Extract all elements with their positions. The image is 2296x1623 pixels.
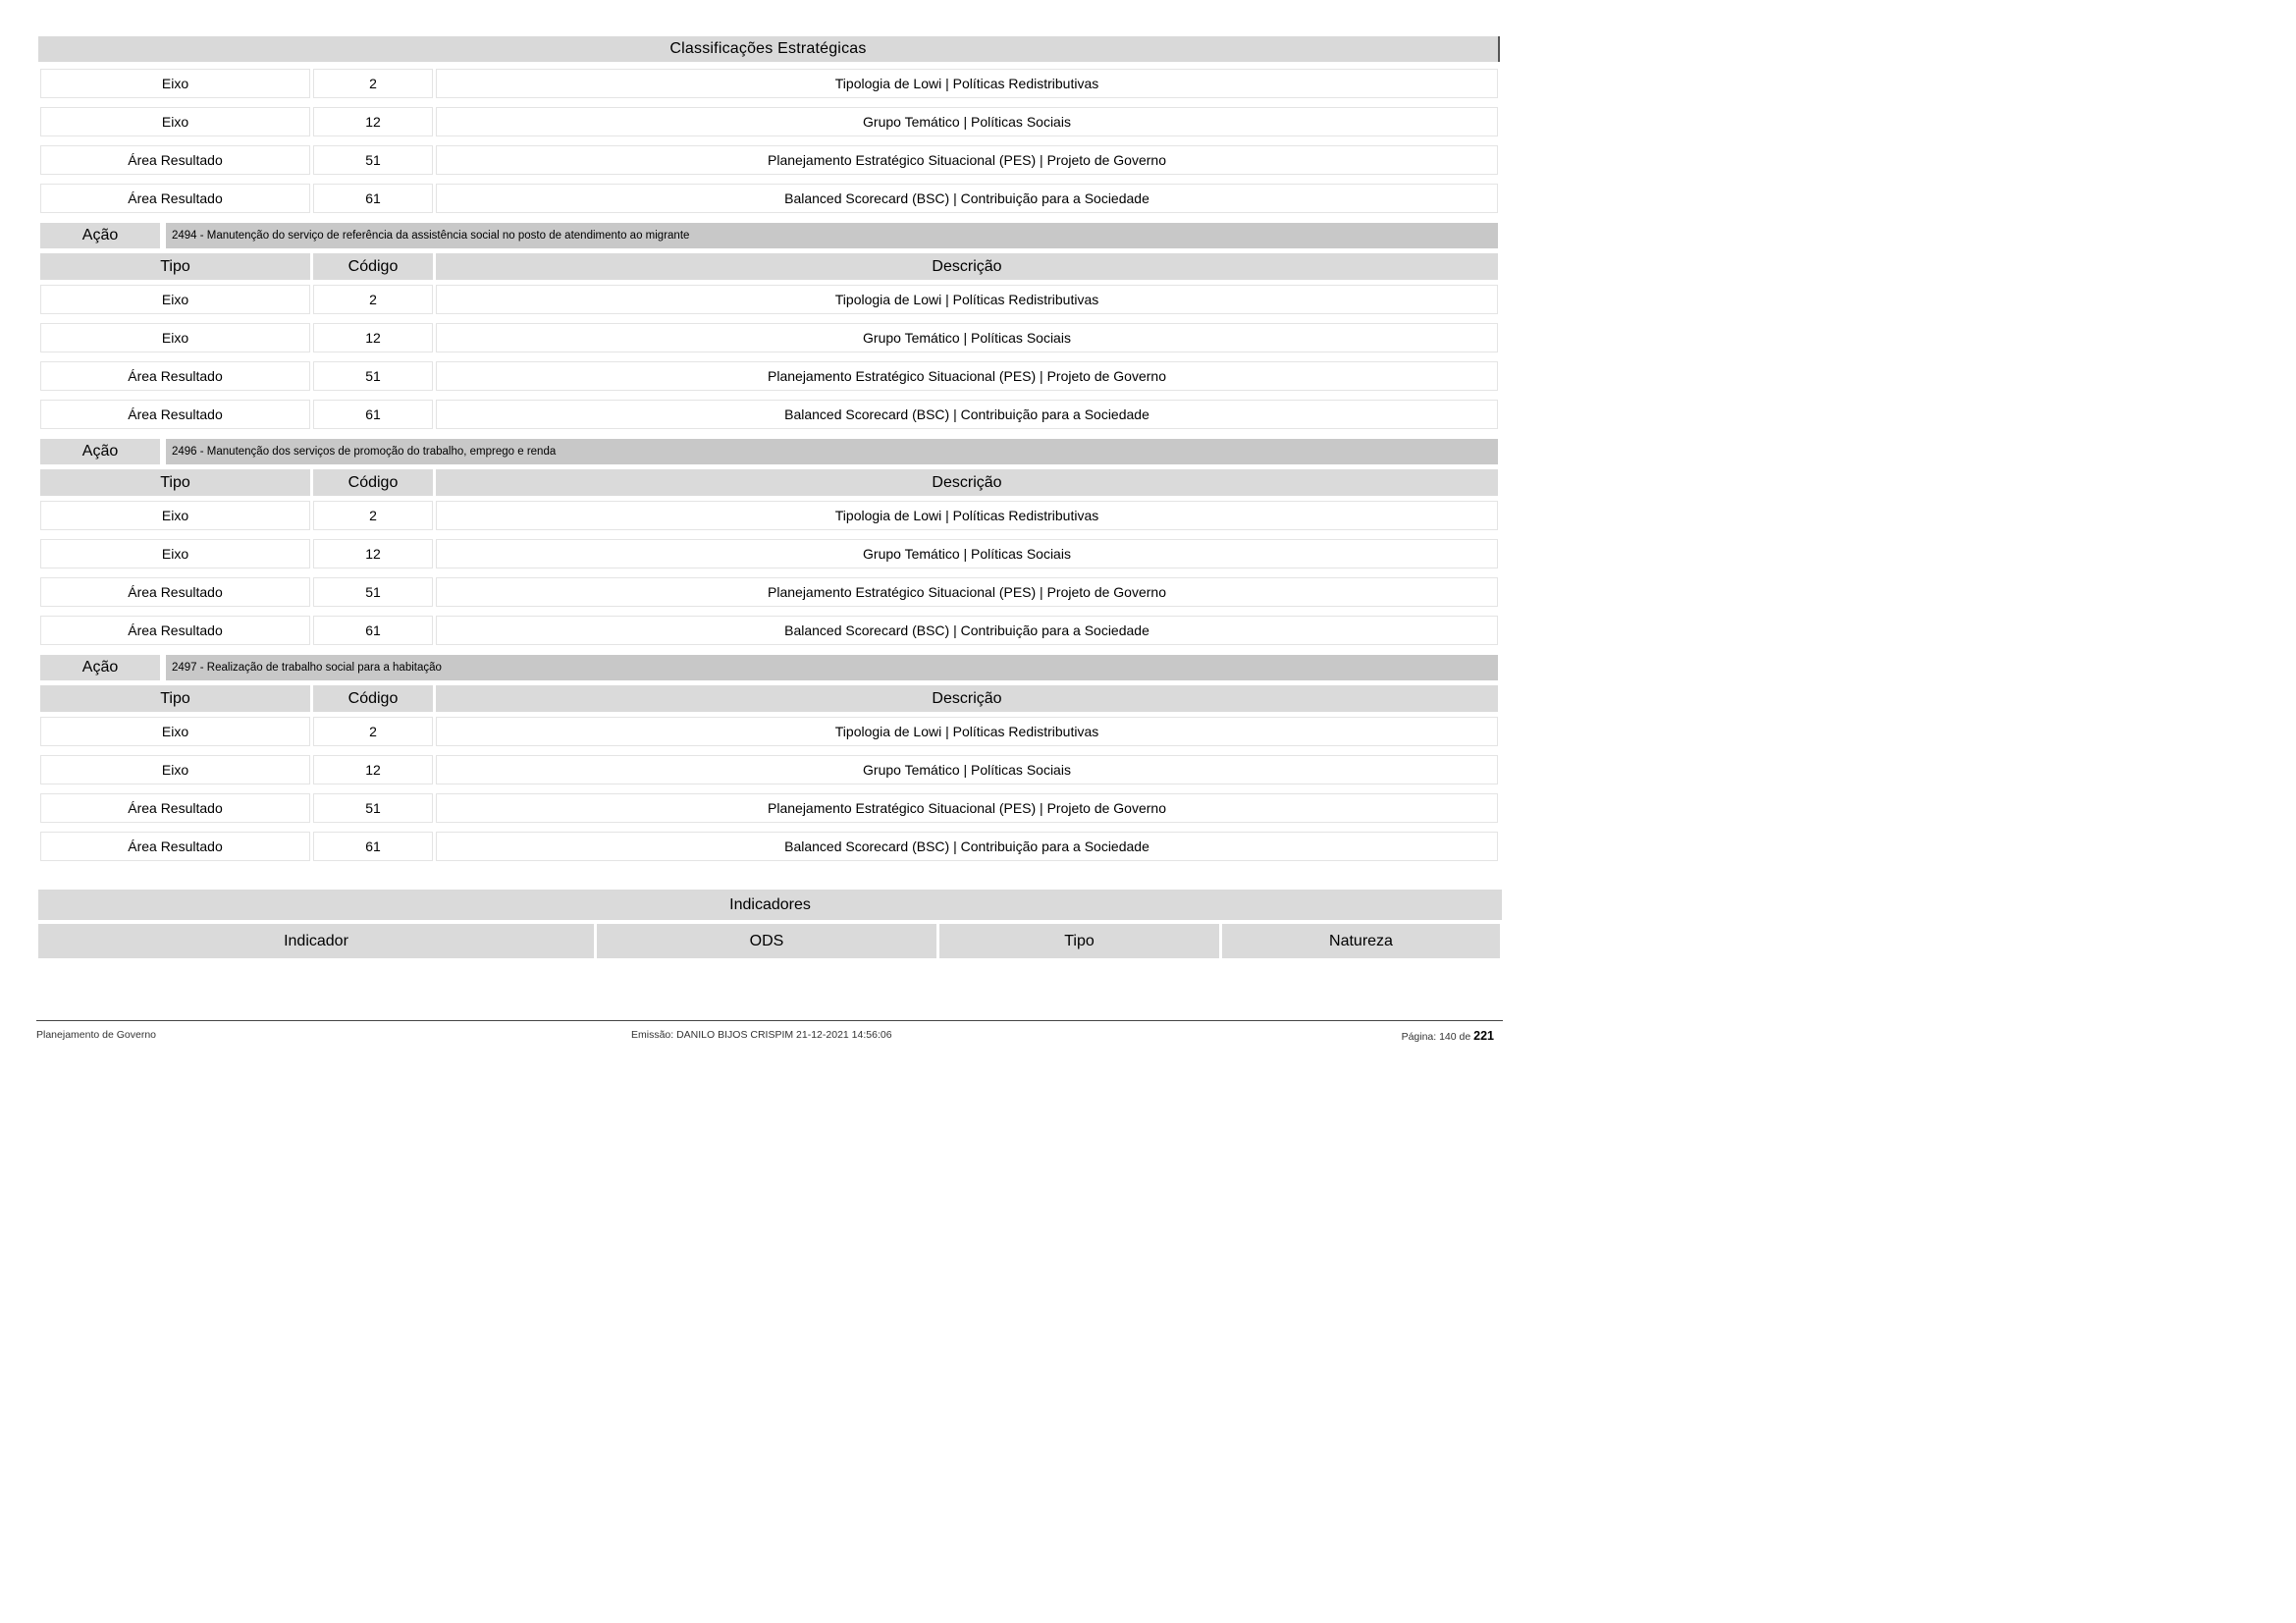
page-total: 221 [1473,1029,1494,1043]
column-header-codigo: Código [313,685,433,712]
tipo-cell: Área Resultado [40,832,310,861]
table-row [40,285,1498,314]
descricao-cell: Planejamento Estratégico Situacional (PES) | Projeto de Governo [436,361,1498,391]
acao-label: Ação [40,223,160,248]
table-row [40,616,1498,645]
indicadores-title: Indicadores [38,890,1502,920]
table-header-row [40,253,1498,280]
footer-emission: Emissão: DANILO BIJOS CRISPIM 21-12-2021 14:56:06 [631,1029,892,1041]
acao-label: Ação [40,655,160,680]
tipo-cell: Eixo [40,755,310,784]
table-row [40,501,1498,530]
codigo-cell: 2 [313,285,433,314]
descricao-cell: Grupo Temático | Políticas Sociais [436,539,1498,568]
table-row [40,323,1498,352]
column-header-descricao: Descrição [436,685,1498,712]
table-row [40,69,1498,98]
codigo-cell: 51 [313,145,433,175]
table-row [40,107,1498,136]
acao-header [40,439,1498,464]
descricao-cell: Planejamento Estratégico Situacional (PES) | Projeto de Governo [436,577,1498,607]
column-header-ods: ODS [597,924,936,958]
codigo-cell: 61 [313,184,433,213]
column-header-descricao: Descrição [436,253,1498,280]
table-row [40,577,1498,607]
descricao-cell: Planejamento Estratégico Situacional (PES) | Projeto de Governo [436,793,1498,823]
table-row [40,755,1498,784]
descricao-cell: Grupo Temático | Políticas Sociais [436,323,1498,352]
tipo-cell: Área Resultado [40,577,310,607]
descricao-cell: Tipologia de Lowi | Políticas Redistributivas [436,501,1498,530]
column-header-tipo: Tipo [40,469,310,496]
column-header-tipo: Tipo [40,253,310,280]
tipo-cell: Eixo [40,539,310,568]
acao-description: 2496 - Manutenção dos serviços de promoção do trabalho, emprego e renda [166,439,1498,464]
acao-description: 2494 - Manutenção do serviço de referência da assistência social no posto de atendimento ao migrante [166,223,1498,248]
table-row [40,717,1498,746]
descricao-cell: Tipologia de Lowi | Políticas Redistributivas [436,69,1498,98]
tipo-cell: Eixo [40,323,310,352]
column-header-tipo: Tipo [939,924,1219,958]
codigo-cell: 2 [313,69,433,98]
column-header-codigo: Código [313,253,433,280]
table-header-row [40,469,1498,496]
table-row [40,361,1498,391]
descricao-cell: Grupo Temático | Políticas Sociais [436,107,1498,136]
table-row [40,539,1498,568]
footer-left: Planejamento de Governo [36,1029,156,1041]
table-row [40,793,1498,823]
codigo-cell: 12 [313,539,433,568]
codigo-cell: 51 [313,361,433,391]
tipo-cell: Eixo [40,501,310,530]
codigo-cell: 61 [313,400,433,429]
acao-label: Ação [40,439,160,464]
codigo-cell: 51 [313,577,433,607]
descricao-cell: Balanced Scorecard (BSC) | Contribuição para a Sociedade [436,616,1498,645]
tipo-cell: Área Resultado [40,361,310,391]
tipo-cell: Área Resultado [40,184,310,213]
tipo-cell: Eixo [40,717,310,746]
footer-page-number [1402,1029,1494,1043]
tipo-cell: Área Resultado [40,400,310,429]
section-title: Classificações Estratégicas [38,36,1500,62]
column-header-tipo: Tipo [40,685,310,712]
tipo-cell: Eixo [40,107,310,136]
codigo-cell: 2 [313,501,433,530]
tipo-cell: Eixo [40,69,310,98]
column-header-indicador: Indicador [38,924,594,958]
tipo-cell: Área Resultado [40,145,310,175]
table-row [40,832,1498,861]
codigo-cell: 51 [313,793,433,823]
descricao-cell: Balanced Scorecard (BSC) | Contribuição para a Sociedade [436,832,1498,861]
codigo-cell: 61 [313,832,433,861]
descricao-cell: Balanced Scorecard (BSC) | Contribuição para a Sociedade [436,400,1498,429]
table-row [40,400,1498,429]
codigo-cell: 12 [313,107,433,136]
tipo-cell: Área Resultado [40,793,310,823]
acao-description: 2497 - Realização de trabalho social para a habitação [166,655,1498,680]
descricao-cell: Tipologia de Lowi | Políticas Redistributivas [436,717,1498,746]
codigo-cell: 12 [313,755,433,784]
descricao-cell: Tipologia de Lowi | Políticas Redistributivas [436,285,1498,314]
indicadores-header-row [38,924,1503,958]
codigo-cell: 2 [313,717,433,746]
tipo-cell: Eixo [40,285,310,314]
tipo-cell: Área Resultado [40,616,310,645]
codigo-cell: 61 [313,616,433,645]
table-row [40,145,1498,175]
codigo-cell: 12 [313,323,433,352]
descricao-cell: Grupo Temático | Políticas Sociais [436,755,1498,784]
column-header-natureza: Natureza [1222,924,1500,958]
document-page [0,0,1531,1083]
footer-divider [36,1020,1503,1021]
column-header-codigo: Código [313,469,433,496]
page-prefix: Página: 140 de [1401,1031,1471,1043]
table-header-row [40,685,1498,712]
table-row [40,184,1498,213]
acao-header [40,655,1498,680]
descricao-cell: Balanced Scorecard (BSC) | Contribuição para a Sociedade [436,184,1498,213]
descricao-cell: Planejamento Estratégico Situacional (PES) | Projeto de Governo [436,145,1498,175]
column-header-descricao: Descrição [436,469,1498,496]
acao-header [40,223,1498,248]
